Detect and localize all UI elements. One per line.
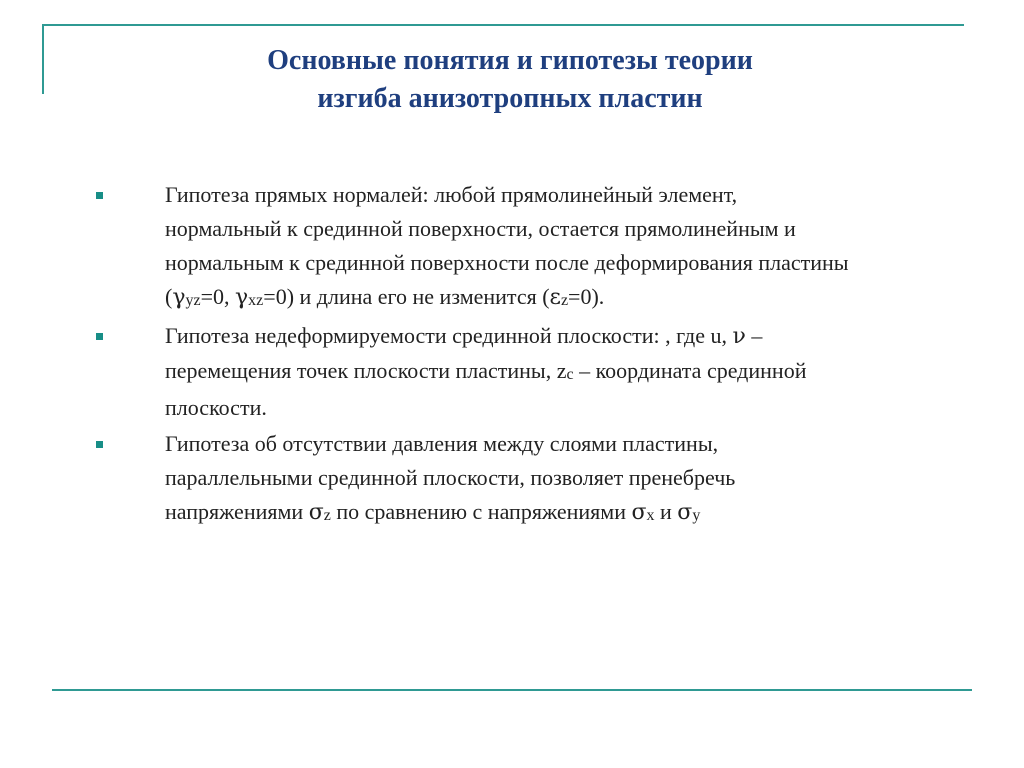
bullet-line: Гипотеза об отсутствии давления между слоями пластины, (165, 431, 719, 456)
gamma-symbol: γ (172, 285, 186, 310)
gamma-symbol: γ (235, 285, 249, 310)
bullet-text-segment: – (745, 323, 763, 348)
sigma-symbol: σ (631, 500, 647, 525)
subscript-yz: yz (185, 292, 201, 309)
nu-symbol: ν (732, 324, 746, 349)
slide-title-line-2: изгиба анизотропных пластин (317, 83, 703, 114)
bullet-text (165, 427, 976, 532)
bullet-line (165, 495, 976, 532)
bullet-item (96, 427, 976, 532)
bullet-line (165, 354, 976, 391)
bullet-text-segment: перемещения точек плоскости пластины, (165, 358, 557, 383)
slide-title-line-1: Основные понятия и гипотезы теории (267, 45, 753, 76)
sigma-symbol: σ (677, 500, 693, 525)
square-bullet-icon (96, 333, 103, 340)
bullet-line: нормальный к срединной поверхности, остается прямолинейным и (165, 216, 796, 241)
bullet-text (165, 319, 976, 425)
bullet-text-segment: напряжениями (165, 499, 309, 524)
bullet-line (165, 319, 976, 354)
bottom-rule (52, 689, 972, 691)
bullet-text (165, 178, 976, 317)
subscript-z: z (323, 507, 331, 524)
subscript-xz: xz (248, 292, 264, 309)
bullet-text-segment: – координата срединной (573, 358, 807, 383)
left-rule (42, 24, 44, 94)
subscript-y: y (692, 507, 701, 524)
subscript-x: x (646, 507, 655, 524)
z-variable: z (556, 358, 567, 383)
epsilon-symbol: ε (549, 285, 561, 310)
top-rule (42, 24, 964, 26)
bullet-line: плоскости. (165, 395, 267, 420)
bullet-item (96, 178, 976, 317)
bullet-list (96, 178, 976, 534)
bullet-line: ($\gamma_{yz}=0$, $\gamma_{xz}=0$) и длина его не изменится $(\varepsilon_z=0)$. (165, 284, 605, 310)
sigma-symbol: σ (308, 500, 324, 525)
bullet-line: Гипотеза прямых нормалей: любой прямолинейный элемент, (165, 182, 738, 207)
bullet-text-segment: Гипотеза недеформируемости срединной плоскости: , где u, (165, 323, 733, 348)
bullet-text-segment: и (654, 499, 678, 524)
bullet-line: нормальным к срединной поверхности после деформирования пластины (165, 250, 849, 275)
subscript-z: z (560, 292, 569, 309)
square-bullet-icon (96, 441, 103, 448)
bullet-line: параллельными срединной плоскости, позволяет пренебречь (165, 465, 736, 490)
slide-title (60, 42, 960, 118)
bullet-text-segment: по сравнению с напряжениями (330, 499, 632, 524)
equation-text: =0). (568, 284, 605, 309)
bullet-item (96, 319, 976, 425)
equation-text: =0, (200, 284, 236, 309)
equation-text: =0) и длина его не изменится ( (263, 284, 550, 309)
square-bullet-icon (96, 192, 103, 199)
subscript-c: c (566, 366, 574, 383)
